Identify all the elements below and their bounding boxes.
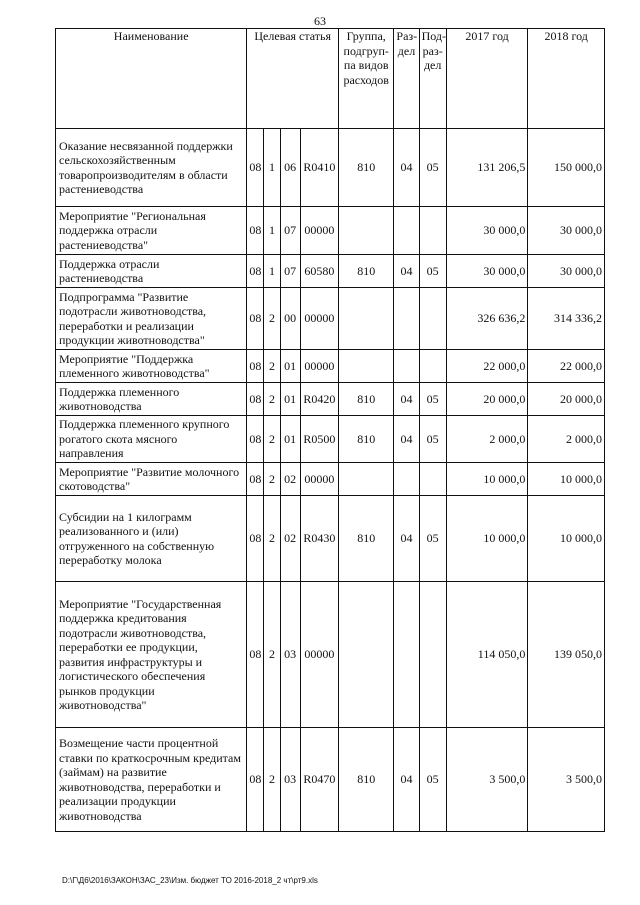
header-2017: 2017 год (446, 29, 528, 129)
row-name: Поддержка племенного крупного рогатого скота мясного направления (56, 416, 247, 463)
table-row (56, 728, 605, 832)
header-2018: 2018 год (528, 29, 605, 129)
target-code-3: 02 (280, 496, 300, 582)
amount-2017: 30 000,0 (446, 207, 528, 255)
target-code-1: 08 (247, 496, 264, 582)
target-code-4: 00000 (300, 288, 338, 350)
subsection-code (419, 207, 446, 255)
amount-2018: 22 000,0 (528, 350, 605, 383)
header-target: Целевая статья (247, 29, 339, 129)
target-code-1: 08 (247, 288, 264, 350)
expense-group (339, 207, 394, 255)
row-name: Подпрограмма "Развитие подотрасли животноводства, переработки и реализации продукции животноводства" (56, 288, 247, 350)
target-code-1: 08 (247, 129, 264, 207)
amount-2017: 10 000,0 (446, 463, 528, 496)
subsection-code: 05 (419, 416, 446, 463)
table-row (56, 207, 605, 255)
expense-group: 810 (339, 129, 394, 207)
amount-2017: 10 000,0 (446, 496, 528, 582)
file-path-footer: D:\Г\Д6\2016\ЗАКОН\ЗАС_23\Изм. бюджет ТО 2016-2018_2 чт\рт9.xls (62, 876, 318, 885)
amount-2018: 3 500,0 (528, 728, 605, 832)
expense-group (339, 350, 394, 383)
row-name: Мероприятие "Региональная поддержка отрасли растениеводства" (56, 207, 247, 255)
amount-2018: 30 000,0 (528, 207, 605, 255)
target-code-2: 2 (264, 288, 280, 350)
header-row (56, 29, 605, 129)
section-code: 04 (394, 728, 419, 832)
target-code-2: 1 (264, 207, 280, 255)
expense-group (339, 288, 394, 350)
target-code-3: 07 (280, 207, 300, 255)
amount-2018: 314 336,2 (528, 288, 605, 350)
section-code (394, 463, 419, 496)
target-code-4: 00000 (300, 207, 338, 255)
row-name: Поддержка племенного животноводства (56, 383, 247, 416)
target-code-3: 00 (280, 288, 300, 350)
target-code-3: 03 (280, 582, 300, 728)
target-code-3: 01 (280, 383, 300, 416)
target-code-4: 60580 (300, 255, 338, 288)
amount-2018: 139 050,0 (528, 582, 605, 728)
target-code-3: 03 (280, 728, 300, 832)
amount-2017: 30 000,0 (446, 255, 528, 288)
expense-group (339, 582, 394, 728)
target-code-4: R0430 (300, 496, 338, 582)
table-row (56, 255, 605, 288)
amount-2017: 3 500,0 (446, 728, 528, 832)
amount-2018: 150 000,0 (528, 129, 605, 207)
target-code-2: 2 (264, 383, 280, 416)
target-code-2: 2 (264, 350, 280, 383)
row-name: Возмещение части процентной ставки по краткосрочным кредитам (займам) на развитие животноводства, переработки и реализации продукции животноводства (56, 728, 247, 832)
section-code: 04 (394, 255, 419, 288)
section-code (394, 207, 419, 255)
target-code-4: R0420 (300, 383, 338, 416)
header-name: Наименование (56, 29, 247, 129)
target-code-3: 01 (280, 350, 300, 383)
amount-2017: 2 000,0 (446, 416, 528, 463)
target-code-3: 07 (280, 255, 300, 288)
row-name: Мероприятие "Поддержка племенного животноводства" (56, 350, 247, 383)
amount-2018: 10 000,0 (528, 496, 605, 582)
subsection-code (419, 463, 446, 496)
target-code-1: 08 (247, 255, 264, 288)
amount-2017: 22 000,0 (446, 350, 528, 383)
target-code-1: 08 (247, 463, 264, 496)
subsection-code: 05 (419, 255, 446, 288)
target-code-1: 08 (247, 350, 264, 383)
target-code-1: 08 (247, 383, 264, 416)
header-group: Группа, подгруп-па видов расходов (339, 29, 394, 129)
section-code: 04 (394, 383, 419, 416)
amount-2018: 20 000,0 (528, 383, 605, 416)
amount-2017: 131 206,5 (446, 129, 528, 207)
section-code: 04 (394, 496, 419, 582)
subsection-code: 05 (419, 129, 446, 207)
target-code-2: 2 (264, 496, 280, 582)
table-row (56, 496, 605, 582)
row-name: Мероприятие "Развитие молочного скотоводства" (56, 463, 247, 496)
target-code-3: 06 (280, 129, 300, 207)
table-row (56, 416, 605, 463)
target-code-2: 1 (264, 129, 280, 207)
target-code-1: 08 (247, 207, 264, 255)
table-row (56, 129, 605, 207)
amount-2017: 326 636,2 (446, 288, 528, 350)
subsection-code: 05 (419, 383, 446, 416)
amount-2017: 20 000,0 (446, 383, 528, 416)
section-code: 04 (394, 129, 419, 207)
table-row (56, 582, 605, 728)
target-code-1: 08 (247, 582, 264, 728)
header-podrazdel: Под-раз-дел (419, 29, 446, 129)
target-code-2: 1 (264, 255, 280, 288)
subsection-code (419, 288, 446, 350)
subsection-code (419, 350, 446, 383)
target-code-4: R0470 (300, 728, 338, 832)
target-code-4: 00000 (300, 463, 338, 496)
expense-group: 810 (339, 255, 394, 288)
row-name: Субсидии на 1 килограмм реализованного и (или) отгруженного на собственную переработку молока (56, 496, 247, 582)
row-name: Мероприятие "Государственная поддержка кредитования подотрасли животноводства, переработки ее продукции, развития инфраструктуры и логистического обеспечения рынков продукции животноводства" (56, 582, 247, 728)
subsection-code (419, 582, 446, 728)
page-number: 63 (314, 14, 326, 28)
header-razdel: Раз-дел (394, 29, 419, 129)
amount-2018: 10 000,0 (528, 463, 605, 496)
target-code-2: 2 (264, 728, 280, 832)
section-code (394, 288, 419, 350)
target-code-2: 2 (264, 582, 280, 728)
section-code (394, 582, 419, 728)
subsection-code: 05 (419, 728, 446, 832)
target-code-2: 2 (264, 416, 280, 463)
expense-group: 810 (339, 496, 394, 582)
target-code-1: 08 (247, 728, 264, 832)
target-code-4: 00000 (300, 350, 338, 383)
amount-2018: 2 000,0 (528, 416, 605, 463)
amount-2018: 30 000,0 (528, 255, 605, 288)
table-row (56, 288, 605, 350)
target-code-1: 08 (247, 416, 264, 463)
target-code-2: 2 (264, 463, 280, 496)
subsection-code: 05 (419, 496, 446, 582)
target-code-3: 01 (280, 416, 300, 463)
amount-2017: 114 050,0 (446, 582, 528, 728)
section-code: 04 (394, 416, 419, 463)
expense-group: 810 (339, 416, 394, 463)
expense-group: 810 (339, 383, 394, 416)
row-name: Оказание несвязанной поддержки сельскохозяйственным товаропроизводителям в области растениеводства (56, 129, 247, 207)
expense-group (339, 463, 394, 496)
expense-group: 810 (339, 728, 394, 832)
table-row (56, 350, 605, 383)
row-name: Поддержка отрасли растениеводства (56, 255, 247, 288)
section-code (394, 350, 419, 383)
target-code-4: R0410 (300, 129, 338, 207)
target-code-4: R0500 (300, 416, 338, 463)
target-code-3: 02 (280, 463, 300, 496)
budget-table (55, 28, 605, 832)
table-row (56, 463, 605, 496)
table-row (56, 383, 605, 416)
target-code-4: 00000 (300, 582, 338, 728)
